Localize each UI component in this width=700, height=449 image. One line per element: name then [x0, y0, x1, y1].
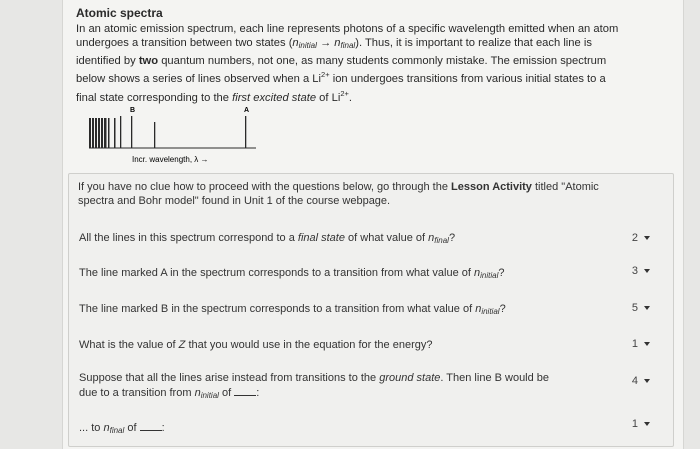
intro-text: ion undergoes transitions from various initial states to a [329, 73, 606, 86]
answer-select-5[interactable] [618, 373, 658, 389]
spectral-line [95, 118, 97, 148]
question-text: Suppose that all the lines arise instead from transitions to the [79, 372, 380, 384]
spectral-line [131, 116, 132, 148]
question-text: ? [448, 232, 456, 244]
question-5 [79, 371, 599, 403]
spectral-line [101, 118, 103, 148]
question-2 [79, 266, 599, 283]
subscript: final [340, 41, 356, 51]
intro-text: of Li [316, 91, 341, 104]
arrow-text: → [316, 37, 335, 50]
question-text: due to a transition from [79, 387, 195, 399]
question-1 [79, 231, 599, 248]
selected-value: 2 [631, 232, 638, 244]
superscript: 2+ [340, 88, 349, 98]
chevron-down-icon [644, 422, 650, 426]
line-b-label: B [130, 107, 136, 114]
spectral-lines [89, 116, 246, 148]
italic-text: first excited state [232, 91, 317, 104]
question-text: ... to [79, 422, 104, 434]
note-text: titled "Atomic [531, 181, 599, 193]
question-text: All the lines in this spectrum correspond to a [79, 232, 298, 244]
spectral-line [245, 116, 246, 148]
question-text: of [124, 422, 140, 434]
bold-text: two [138, 54, 159, 67]
question-text: of what value of [344, 232, 429, 244]
subscript: initial [480, 271, 499, 280]
italic-text: Z [178, 339, 186, 351]
intro-text: In an atomic emission spectrum, each line represents photons of a specific wavelength emitted when an atom [76, 22, 619, 35]
intro-text: final state corresponding to the [76, 91, 233, 104]
selected-value: 1 [631, 338, 638, 350]
question-text: ? [499, 303, 506, 315]
question-text: that you would use in the equation for the energy? [185, 339, 433, 351]
lesson-activity-link: Lesson Activity [451, 181, 532, 193]
n-symbol: n [475, 303, 482, 315]
chevron-down-icon [644, 379, 650, 383]
n-symbol: n [292, 37, 299, 50]
question-text: : [161, 422, 165, 434]
blank-line [234, 385, 256, 396]
intro-text: below shows a series of lines observed when a Li [76, 73, 322, 86]
spectral-line [104, 118, 107, 148]
note-text: spectra and Bohr model" found in Unit 1 of the course webpage. [78, 195, 391, 207]
subscript: initial [298, 41, 317, 51]
italic-text: final state [297, 232, 345, 244]
blank-line [140, 420, 162, 431]
page-title: Atomic spectra [76, 6, 163, 20]
question-3 [79, 302, 599, 319]
question-text: The line marked A in the spectrum corresponds to a transition from what value of [79, 267, 474, 279]
emission-spectrum-diagram [84, 104, 264, 166]
intro-section [76, 6, 666, 106]
intro-text: . [348, 91, 352, 104]
spectral-line [92, 118, 94, 148]
subscript: initial [481, 307, 500, 316]
help-note [78, 180, 658, 208]
spectral-line [98, 118, 100, 148]
answer-select-3[interactable] [618, 300, 658, 316]
n-symbol: n [194, 387, 201, 399]
spectral-line [114, 118, 116, 148]
question-text: of [218, 387, 235, 399]
intro-text: quantum numbers, not one, as many students commonly mistake. The emission spectrum [158, 54, 607, 67]
note-text: If you have no clue how to proceed with the questions below, go through the [78, 181, 452, 193]
intro-text: undergoes a transition between two states ( [76, 37, 293, 50]
selected-value: 5 [631, 302, 638, 314]
chevron-down-icon [644, 269, 650, 273]
n-symbol: n [334, 37, 341, 50]
axis-label: Incr. wavelength, λ → [132, 155, 209, 164]
chevron-down-icon [644, 306, 650, 310]
spectral-line [89, 118, 91, 148]
line-a-label: A [244, 107, 250, 114]
intro-paragraph [76, 22, 666, 106]
italic-text: ground state [379, 372, 441, 384]
selected-value: 3 [631, 265, 638, 277]
spectral-line [154, 122, 155, 148]
n-symbol: n [428, 232, 435, 244]
question-text: The line marked B in the spectrum corresponds to a transition from what value of [79, 303, 476, 315]
answer-select-6[interactable] [618, 416, 658, 432]
question-text: What is the value of [79, 339, 179, 351]
question-4 [79, 338, 599, 352]
n-symbol: n [103, 422, 110, 434]
question-text: ? [498, 267, 505, 279]
subscript: final [434, 236, 449, 245]
chevron-down-icon [644, 342, 650, 346]
selected-value: 1 [631, 418, 638, 430]
question-6 [79, 420, 599, 438]
intro-text: identified by [76, 54, 139, 67]
chevron-down-icon [644, 236, 650, 240]
intro-text: ). Thus, it is important to realize that each line is [355, 37, 592, 50]
question-text: . Then line B would be [440, 372, 550, 384]
answer-select-2[interactable] [618, 263, 658, 279]
n-symbol: n [473, 267, 481, 279]
selected-value: 4 [631, 375, 638, 387]
spectral-line [108, 118, 110, 148]
answer-select-4[interactable] [618, 336, 658, 352]
subscript: initial [200, 391, 219, 400]
answer-select-1[interactable] [618, 230, 658, 246]
subscript: final [109, 426, 125, 435]
spectral-line [120, 116, 121, 148]
superscript: 2+ [321, 70, 330, 80]
question-text: : [256, 387, 260, 399]
